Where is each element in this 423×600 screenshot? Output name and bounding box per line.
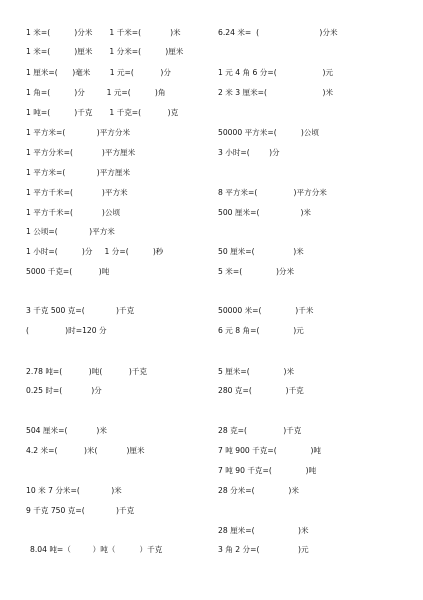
left-line: 4.2 米=( )米( )厘米 xyxy=(26,446,145,455)
right-line: 1 元 4 角 6 分=( )元 xyxy=(218,68,334,77)
right-line: 7 吨 900 千克=( )吨 xyxy=(218,446,322,455)
left-line: ( )时=120 分 xyxy=(26,326,107,335)
right-line: 6 元 8 角=( )元 xyxy=(218,326,304,335)
right-line: 5 米=( )分米 xyxy=(218,267,295,276)
left-line: 1 米=( )分米 1 千米=( )米 xyxy=(26,28,181,37)
right-line: 500 厘米=( )米 xyxy=(218,208,312,217)
left-line: 1 平方千米=( )公顷 xyxy=(26,208,121,217)
right-line: 28 分米=( )米 xyxy=(218,486,299,495)
right-line: 50000 米=( )千米 xyxy=(218,306,314,315)
right-line: 28 克=( )千克 xyxy=(218,426,302,435)
left-line: 2.78 吨=( )吨( )千克 xyxy=(26,367,148,376)
right-line: 6.24 米= ( )分米 xyxy=(218,28,338,37)
left-line: 1 平方米=( )平方分米 xyxy=(26,128,131,137)
left-line: 3 千克 500 克=( )千克 xyxy=(26,306,135,315)
left-line: 1 小时=( )分 1 分=( )秒 xyxy=(26,247,164,256)
right-line: 2 米 3 厘米=( )米 xyxy=(218,88,334,97)
left-line: 1 角=( )分 1 元=( )角 xyxy=(26,88,166,97)
right-line: 50 厘米=( )米 xyxy=(218,247,304,256)
right-line: 3 小时=( )分 xyxy=(218,148,280,157)
right-line: 3 角 2 分=( )元 xyxy=(218,545,309,554)
left-line: 1 米=( )厘米 1 分米=( )厘米 xyxy=(26,47,184,56)
left-line: 10 米 7 分米=( )米 xyxy=(26,486,122,495)
right-line: 7 吨 90 千克=( )吨 xyxy=(218,466,317,475)
left-line: 0.25 时=( )分 xyxy=(26,386,102,395)
left-line: 1 公顷=( )平方米 xyxy=(26,227,115,236)
left-line: 5000 千克=( )吨 xyxy=(26,267,110,276)
left-line: 1 平方米=( )平方厘米 xyxy=(26,168,131,177)
left-line: 1 平方千米=( )平方米 xyxy=(26,188,128,197)
right-line: 28 厘米=( )米 xyxy=(218,526,309,535)
left-line: 9 千克 750 克=( )千克 xyxy=(26,506,135,515)
right-line: 5 厘米=( )米 xyxy=(218,367,295,376)
left-line: 1 厘米=( )毫米 1 元=( )分 xyxy=(26,68,171,77)
left-line: 8.04 吨=（ ）吨（ ）千克 xyxy=(30,545,163,554)
right-line: 50000 平方米=( )公顷 xyxy=(218,128,319,137)
right-line: 280 克=( )千克 xyxy=(218,386,304,395)
left-line: 1 平方分米=( )平方厘米 xyxy=(26,148,136,157)
left-line: 1 吨=( )千克 1 千克=( )克 xyxy=(26,108,179,117)
left-line: 504 厘米=( )米 xyxy=(26,426,107,435)
right-line: 8 平方米=( )平方分米 xyxy=(218,188,327,197)
